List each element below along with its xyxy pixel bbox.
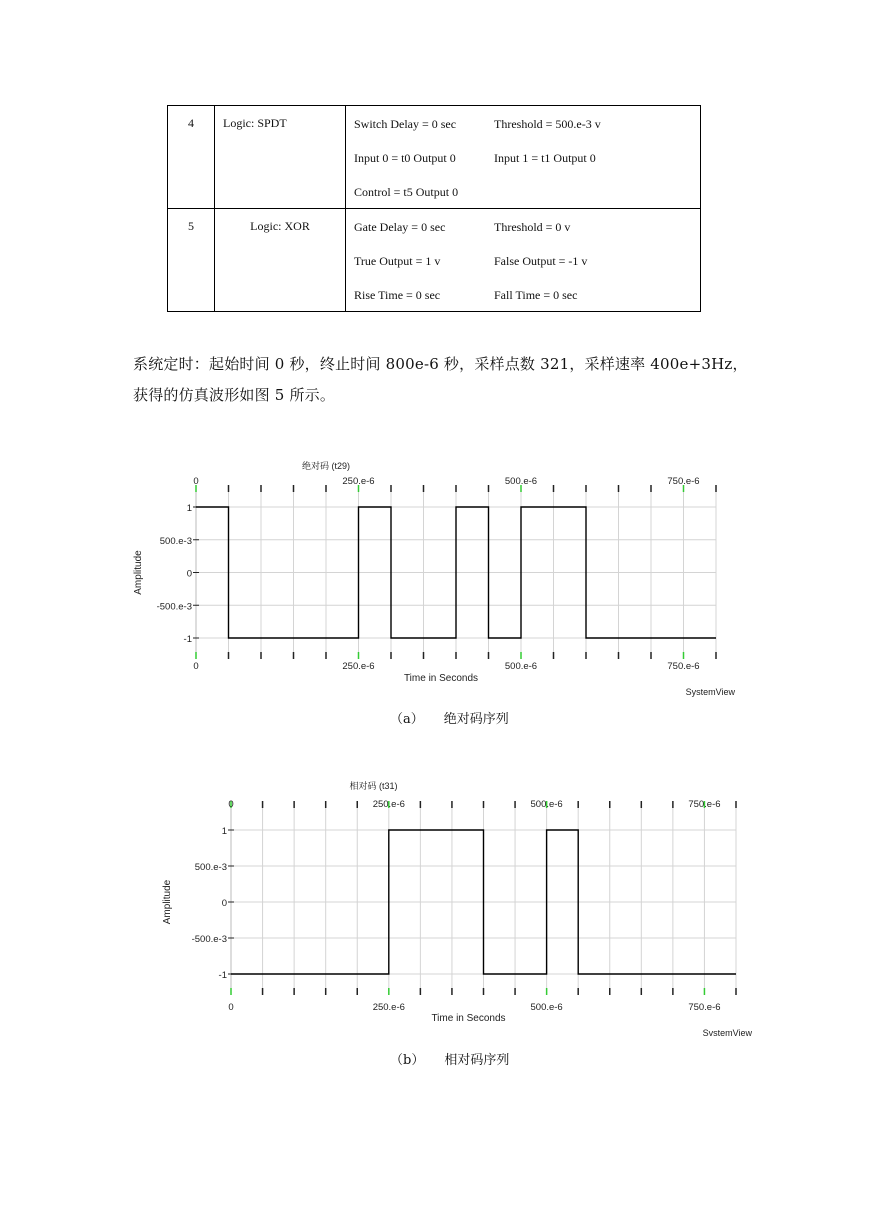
y-tick-label: -1: [183, 634, 192, 645]
x-axis-label: Time in Seconds: [403, 673, 479, 684]
parameter-text: Fall Time = 0 sec: [494, 288, 578, 302]
x-tick-label-top: 0: [193, 476, 199, 487]
parameter-text: Gate Delay = 0 sec: [354, 220, 446, 234]
table-row: [168, 209, 701, 312]
y-axis-label: Amplitude: [162, 879, 173, 925]
paragraph-line: 系统定时：起始时间 0 秒，终止时间 800e-6 秒，采样点数 321，采样速率 400e+3Hz，: [133, 355, 748, 373]
module-name: Logic: SPDT: [215, 106, 346, 209]
caption-text: 绝对码序列: [443, 712, 509, 727]
x-tick-label-bottom: 0: [228, 1002, 234, 1013]
x-tick-label-bottom: 500.e-6: [530, 1002, 563, 1013]
x-tick-label-top: 500.e-6: [530, 799, 563, 810]
chart-svg: [0, 775, 869, 1040]
chart-title: 相对码 (t31): [349, 781, 398, 791]
x-axis-label: Time in Seconds: [431, 1013, 506, 1024]
body-paragraph: [133, 349, 753, 411]
parameter-table: [167, 105, 701, 312]
chart-svg: [0, 455, 869, 700]
x-tick-label-bottom: 250.e-6: [372, 1002, 405, 1013]
parameter-text: Threshold = 0 v: [494, 220, 571, 234]
x-tick-label-top: 500.e-6: [504, 476, 538, 487]
y-tick-label: 500.e-3: [194, 862, 227, 873]
y-tick-label: -500.e-3: [156, 601, 192, 613]
table-row: [168, 106, 701, 209]
caption-text: 相对码序列: [444, 1053, 510, 1068]
x-tick-label-top: 250.e-6: [372, 799, 405, 810]
paragraph-line: 获得的仿真波形如图 5 所示。: [133, 386, 336, 404]
parameter-text: Input 1 = t1 Output 0: [494, 151, 596, 165]
module-name: Logic: XOR: [215, 209, 346, 312]
systemview-watermark: SystemView: [685, 687, 735, 697]
parameter-text: Threshold = 500.e-3 v: [494, 117, 601, 131]
y-tick-label: -1: [218, 970, 227, 981]
x-tick-label-bottom: 750.e-6: [667, 661, 700, 672]
y-tick-label: 0: [221, 898, 227, 909]
x-tick-label-top: 250.e-6: [342, 476, 375, 487]
parameter-cell: [346, 209, 701, 312]
chart-title: 绝对码 (t29): [301, 461, 351, 471]
parameter-text: True Output = 1 v: [354, 254, 441, 268]
y-axis-label: Amplitude: [133, 550, 144, 595]
x-tick-label-bottom: 750.e-6: [688, 1002, 721, 1013]
caption-label: （b）: [390, 1053, 425, 1068]
caption-label: （a）: [390, 712, 424, 727]
row-number: 5: [168, 209, 215, 312]
parameter-text: Input 0 = t0 Output 0: [354, 151, 456, 165]
parameter-text: Switch Delay = 0 sec: [354, 117, 457, 131]
y-tick-label: 1: [221, 826, 227, 837]
systemview-watermark: SvstemView: [702, 1028, 752, 1038]
y-tick-label: 500.e-3: [159, 535, 192, 547]
row-number: 4: [168, 106, 215, 209]
waveform-chart-relative-code: [0, 775, 869, 1040]
figure-caption: [390, 1049, 509, 1068]
x-tick-label-bottom: 250.e-6: [342, 661, 375, 672]
parameter-text: Rise Time = 0 sec: [354, 288, 441, 302]
y-tick-label: 0: [186, 568, 192, 580]
y-tick-label: 1: [186, 503, 192, 514]
figure-caption: [390, 708, 509, 727]
parameter-text: Control = t5 Output 0: [354, 185, 459, 199]
waveform-chart-absolute-code: [0, 455, 869, 700]
x-tick-label-bottom: 0: [193, 661, 199, 672]
parameter-cell: [346, 106, 701, 209]
y-tick-label: -500.e-3: [191, 934, 227, 945]
parameter-text: False Output = -1 v: [494, 254, 588, 268]
x-tick-label-top: 750.e-6: [688, 799, 721, 810]
x-tick-label-top: 0: [228, 799, 234, 810]
x-tick-label-top: 750.e-6: [667, 476, 700, 487]
x-tick-label-bottom: 500.e-6: [504, 661, 538, 672]
